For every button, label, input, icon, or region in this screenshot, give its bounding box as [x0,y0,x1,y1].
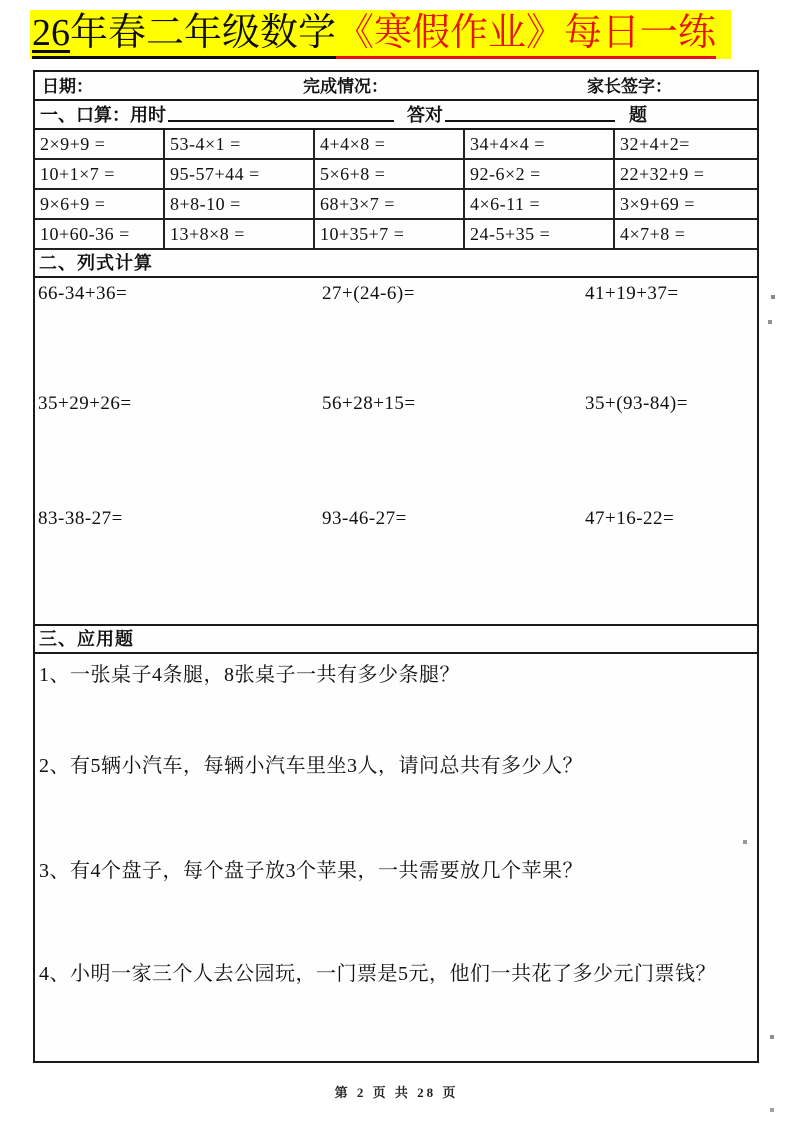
word-problem: 2、有5辆小汽车，每辆小汽车里坐3人，请问总共有多少人？ [39,755,583,777]
column-problem: 47+16-22= [585,508,675,529]
oral-problem: 10+1×7 = [35,160,165,190]
oral-problem: 3×9+69 = [615,190,757,220]
oral-problem: 4+4×8 = [315,130,465,160]
answered-count-blank [445,120,615,122]
oral-problem: 24-5+35 = [465,220,615,250]
oral-problem: 32+4+2= [615,130,757,160]
oral-problem: 95-57+44 = [165,160,315,190]
time-used-blank [168,120,394,122]
column-problem: 35+(93-84)= [585,393,688,414]
oral-problem: 68+3×7 = [315,190,465,220]
oral-problem: 10+35+7 = [315,220,465,250]
worksheet-table [33,70,759,1063]
questions-label: 题 [629,105,647,125]
info-row [35,72,757,101]
word-problem: 3、有4个盘子，每个盘子放3个苹果，一共需要放几个苹果？ [39,860,583,882]
oral-problem: 22+32+9 = [615,160,757,190]
column-problem: 27+(24-6)= [322,283,415,304]
oral-problem: 2×9+9 = [35,130,165,160]
title-black-part [32,10,336,59]
oral-problems-grid [35,130,757,250]
oral-problem: 9×6+9 = [35,190,165,220]
scan-specks [0,0,2,2]
answered-label: 答对 [407,105,443,125]
oral-problem: 4×7+8 = [615,220,757,250]
oral-problem: 4×6-11 = [465,190,615,220]
oral-problem: 13+8×8 = [165,220,315,250]
column-problem: 35+29+26= [38,393,132,414]
oral-problem: 10+60-36 = [35,220,165,250]
oral-problem: 53-4×1 = [165,130,315,160]
parent-signature-label: 家长签字： [587,77,672,96]
column-problem: 66-34+36= [38,283,128,304]
column-problem: 83-38-27= [38,508,123,529]
word-problem: 4、小明一家三个人去公园玩，一门票是5元，他们一共花了多少元门票钱？ [39,963,716,985]
column-problem: 41+19+37= [585,283,679,304]
title-banner [30,10,731,59]
column-problem: 93-46-27= [322,508,407,529]
word-problem: 1、一张桌子4条腿，8张桌子一共有多少条腿？ [39,664,460,686]
column-problem: 56+28+15= [322,393,416,414]
oral-problem: 8+8-10 = [165,190,315,220]
word-problems-area [35,654,757,1052]
oral-section-header [35,101,757,130]
word-section-header: 三、应用题 [35,626,757,654]
title-year: 26 [32,12,70,54]
date-label: 日期： [42,77,93,96]
oral-problem: 92-6×2 = [465,160,615,190]
column-problems-area [35,278,757,626]
oral-heading-prefix: 一、口算：用时 [40,105,166,125]
oral-problem: 34+4×4 = [465,130,615,160]
column-section-header: 二、列式计算 [35,250,757,278]
title-grade-subject: 年春二年级数学 [70,12,337,54]
title-book-name: 《寒假作业》每日一练 [336,10,716,59]
completion-label: 完成情况： [303,77,388,96]
oral-problem: 5×6+8 = [315,160,465,190]
page-footer: 第 2 页 共 28 页 [334,1085,459,1100]
